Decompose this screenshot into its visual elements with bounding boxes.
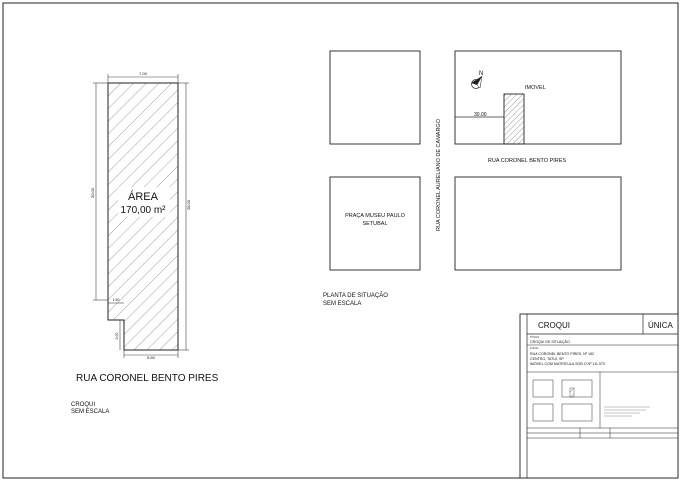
site-plan-caption-line2: SEM ESCALA	[323, 301, 362, 307]
block-bottom-right	[455, 177, 621, 270]
title-address-line1: RUA CORONEL BENTO PIRES, Nº 182	[530, 352, 595, 356]
area-label: ÁREA	[128, 191, 158, 203]
dim-bottom-label: 5.50	[147, 355, 155, 360]
block-top-left	[330, 51, 420, 144]
title-field-value-1: CROQUI DE SITUAÇÃO	[530, 340, 570, 344]
imovel-label: IMOVEL	[525, 85, 546, 91]
dim-top-label: 7.00	[139, 71, 147, 76]
dim-right-label: 28.00	[186, 199, 191, 211]
distance-label: 30.00	[474, 112, 487, 118]
site-plan-caption-line1: PLANTA DE SITUAÇÃO	[323, 293, 388, 299]
subject-lot	[504, 94, 524, 144]
dim-notch-side-label: 2.00	[115, 332, 119, 340]
title-field-label-2: LOCAL	[530, 347, 539, 350]
title-field-label-1: TÍTULO	[530, 336, 540, 339]
title-address-line2: CENTRO, TATUÍ, SP	[530, 357, 564, 361]
title-block	[520, 314, 678, 478]
plaza-label-line1: PRAÇA MUSEU PAULO	[345, 213, 405, 219]
title-block-title: CROQUI	[538, 321, 570, 330]
title-address-line3: IMÓVEL COM MATRÍCULA SOB O Nº 111.973	[530, 362, 605, 366]
plaza-label-line2: SETUBAL	[362, 221, 388, 227]
dim-notch-label: 1.50	[112, 298, 120, 302]
title-block-sheet: ÚNICA	[648, 321, 673, 330]
area-value: 170,00 m²	[120, 205, 166, 216]
street-vertical-label: RUA CORONEL AURELIANO DE CAMARGO	[436, 119, 442, 231]
title-block-frame	[520, 314, 678, 478]
dim-left-label: 30.00	[90, 187, 95, 199]
block-top-right	[455, 51, 621, 144]
croqui-street-label: RUA CORONEL BENTO PIRES	[76, 373, 219, 384]
site-plan	[330, 51, 621, 270]
north-label: N	[479, 71, 484, 77]
croqui-caption-line2: SEM ESCALA	[71, 409, 110, 415]
street-horizontal-label: RUA CORONEL BENTO PIRES	[487, 158, 567, 164]
croqui-caption-line1: CROQUI	[71, 402, 95, 408]
north-arrow-icon	[471, 76, 482, 89]
lot-croqui	[90, 71, 191, 360]
